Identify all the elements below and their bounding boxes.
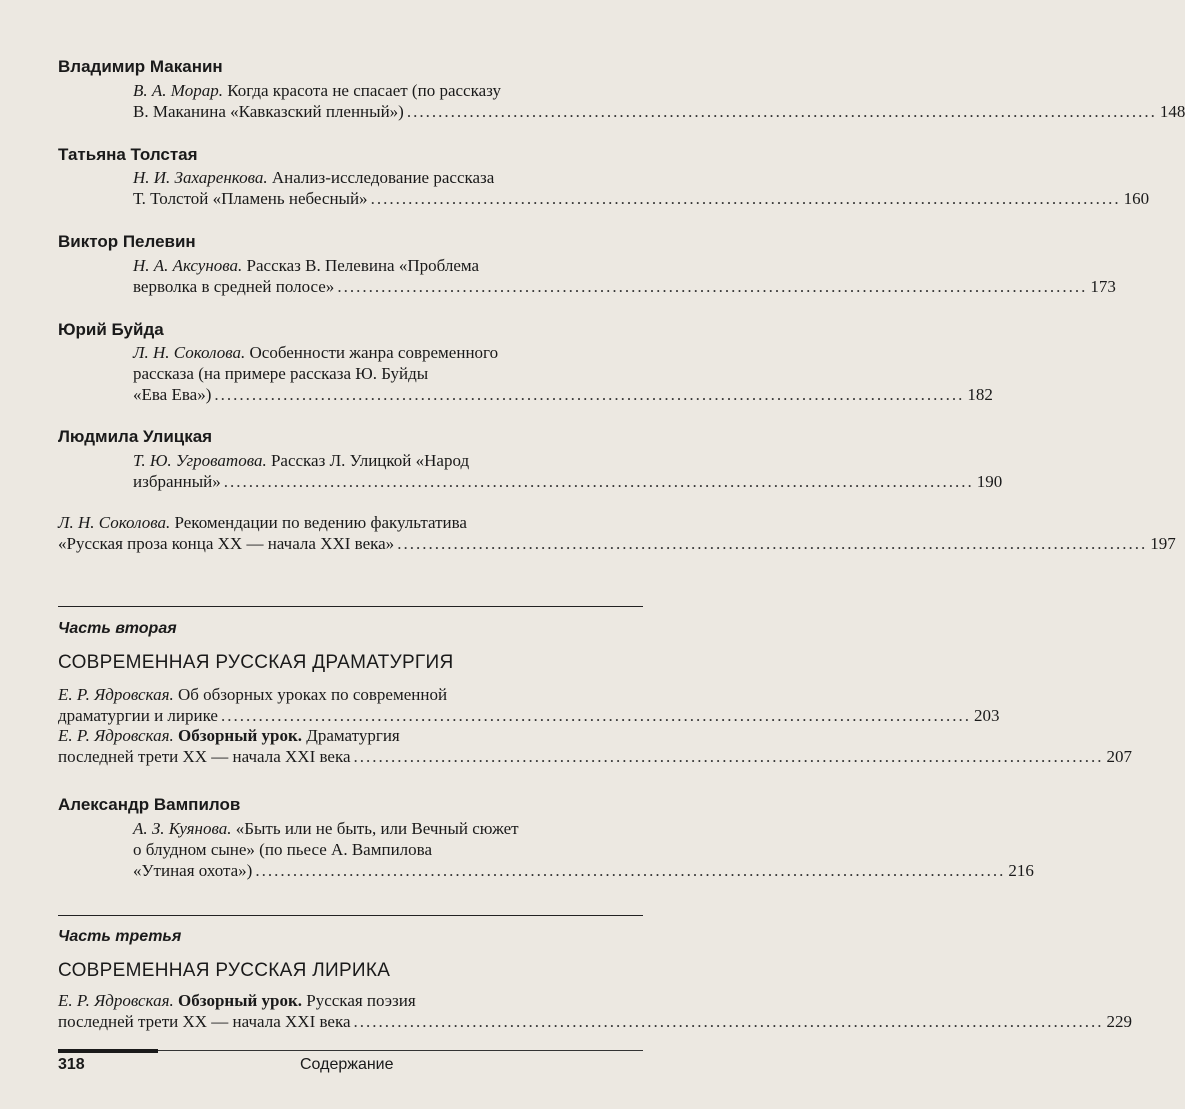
dot-leader: ........................................................................................................................ <box>337 277 1088 296</box>
toc-line-text <box>133 819 519 838</box>
toc-line <box>133 342 643 363</box>
toc-line-text <box>133 860 252 881</box>
toc-entry <box>58 725 1132 767</box>
entry-title-text: Об обзорных уроках по современной <box>173 685 448 704</box>
entry-title-text: о блудном сыне» (по пьесе А. Вампилова <box>133 840 433 859</box>
author-heading: Людмила Улицкая <box>58 427 213 446</box>
entry-title-text: верволка в средней полосе» <box>133 277 335 296</box>
toc-entry <box>133 818 1034 881</box>
entry-title-text: Рекомендации по ведению факультатива <box>170 513 467 532</box>
toc-entry <box>133 342 993 405</box>
entry-title-text: «Русская проза конца XX — начала XXI века» <box>58 534 395 553</box>
toc-line <box>133 188 1150 209</box>
entry-title-text: «Ева Ева») <box>133 385 212 404</box>
toc-page-number[interactable]: 182 <box>967 385 993 404</box>
toc-line-text <box>58 513 467 532</box>
dot-leader: ........................................................................................................................ <box>353 1012 1104 1031</box>
toc-line-text <box>133 168 494 187</box>
entry-title-text: «Быть или не быть, или Вечный сюжет <box>231 819 519 838</box>
entry-author-name: Н. И. Захаренкова. <box>133 168 268 187</box>
toc-line <box>58 533 1176 554</box>
author-heading: Владимир Маканин <box>58 57 223 76</box>
toc-line-text <box>58 1011 351 1032</box>
entry-title-text: избранный» <box>133 472 221 491</box>
dot-leader: ........................................................................................................................ <box>220 706 971 725</box>
author-heading: Татьяна Толстая <box>58 145 198 164</box>
entry-title-text: Русская поэзия <box>302 991 416 1010</box>
dot-leader: ........................................................................................................................ <box>370 189 1121 208</box>
entry-title-text: Рассказ В. Пелевина «Проблема <box>242 256 480 275</box>
entry-title-text: Анализ-исследование рассказа <box>267 168 495 187</box>
toc-entry <box>58 512 1176 554</box>
toc-line-text <box>58 705 218 726</box>
toc-page-number[interactable]: 229 <box>1106 1012 1132 1031</box>
toc-line <box>133 818 643 839</box>
toc-line-text <box>133 451 469 470</box>
toc-page-number[interactable]: 160 <box>1123 189 1150 208</box>
entry-title-text: Т. Толстой «Пламень небесный» <box>133 189 368 208</box>
entry-author-name: Е. Р. Ядровская. <box>58 685 174 704</box>
entry-title-text: Рассказ Л. Улицкой «Народ <box>266 451 470 470</box>
dot-leader: ........................................................................................................................ <box>397 534 1148 553</box>
author-heading: Александр Вампилов <box>58 795 241 814</box>
toc-line-text <box>58 533 394 554</box>
dot-leader: ........................................................................................................................ <box>223 472 974 491</box>
toc-entry <box>133 167 1150 209</box>
toc-entry <box>133 450 1003 492</box>
toc-line <box>58 684 643 705</box>
entry-author-name: Е. Р. Ядровская. <box>58 991 174 1010</box>
entry-title-text: последней трети XX — начала XXI века <box>58 747 351 766</box>
toc-line <box>133 167 643 188</box>
entry-author-name: Л. Н. Соколова. <box>133 343 246 362</box>
toc-line <box>133 450 643 471</box>
entry-title-text: Драматургия <box>302 726 400 745</box>
author-heading: Виктор Пелевин <box>58 232 196 251</box>
part-label: Часть третья <box>58 928 182 945</box>
footer-rule-accent <box>58 1049 158 1053</box>
toc-line <box>133 860 1034 881</box>
toc-page-number[interactable]: 148 <box>1159 102 1185 121</box>
entry-author-name: Л. Н. Соколова. <box>58 513 171 532</box>
toc-entry <box>58 684 1000 726</box>
toc-page-number[interactable]: 207 <box>1106 747 1132 766</box>
running-title: Содержание <box>300 1056 394 1073</box>
toc-line-text <box>133 384 211 405</box>
entry-title-text: рассказа (на примере рассказа Ю. Буйды <box>133 364 429 383</box>
toc-line <box>133 80 643 101</box>
toc-line <box>58 512 643 533</box>
toc-line-text <box>133 343 498 362</box>
toc-entry <box>133 80 1185 122</box>
toc-line-text <box>133 188 368 209</box>
section-divider <box>58 606 643 607</box>
entry-author-name: А. З. Куянова. <box>133 819 232 838</box>
toc-entry <box>58 990 1132 1032</box>
toc-page-number[interactable]: 203 <box>973 706 1000 725</box>
entry-title-text: Когда красота не спасает (по рассказу <box>222 81 501 100</box>
toc-line <box>58 725 643 746</box>
toc-line-text <box>133 840 432 859</box>
toc-line-text <box>58 726 400 745</box>
entry-author-name: В. А. Морар. <box>133 81 223 100</box>
dot-leader: ........................................................................................................................ <box>353 747 1104 766</box>
part-title: СОВРЕМЕННАЯ РУССКАЯ ЛИРИКА <box>58 960 391 981</box>
entry-emphasis: Обзорный урок. <box>177 991 303 1010</box>
toc-line <box>58 1011 1132 1032</box>
toc-line <box>133 276 1116 297</box>
page-number: 318 <box>58 1056 85 1073</box>
toc-line <box>133 471 1003 492</box>
entry-emphasis: Обзорный урок. <box>177 726 303 745</box>
toc-line <box>133 255 643 276</box>
entry-author-name: Т. Ю. Угроватова. <box>133 451 267 470</box>
toc-line <box>133 839 643 860</box>
toc-line <box>58 705 1000 726</box>
entry-title-text: последней трети XX — начала XXI века <box>58 1012 351 1031</box>
author-heading: Юрий Буйда <box>58 320 164 339</box>
dot-leader: ........................................................................................................................ <box>255 861 1006 880</box>
toc-line <box>58 746 1132 767</box>
entry-title-text: «Утиная охота») <box>133 861 253 880</box>
dot-leader: ........................................................................................................................ <box>214 385 965 404</box>
toc-line-text <box>58 685 447 704</box>
entry-author-name: Е. Р. Ядровская. <box>58 726 174 745</box>
toc-line <box>133 384 993 405</box>
toc-line <box>133 363 643 384</box>
part-label: Часть вторая <box>58 620 177 637</box>
toc-line-text <box>58 991 416 1010</box>
toc-page-number[interactable]: 190 <box>976 472 1003 491</box>
entry-title-text: драматургии и лирике <box>58 706 218 725</box>
part-title: СОВРЕМЕННАЯ РУССКАЯ ДРАМАТУРГИЯ <box>58 652 454 673</box>
toc-page-number[interactable]: 216 <box>1008 861 1034 880</box>
toc-page-number[interactable]: 197 <box>1150 534 1176 553</box>
toc-line <box>58 990 643 1011</box>
dot-leader: ........................................................................................................................ <box>406 102 1157 121</box>
entry-author-name: Н. А. Аксунова. <box>133 256 243 275</box>
toc-line-text <box>133 364 428 383</box>
toc-line-text <box>58 746 351 767</box>
toc-entry <box>133 255 1116 297</box>
entry-title-text: В. Маканина «Кавказский пленный») <box>133 102 404 121</box>
toc-line-text <box>133 276 334 297</box>
toc-page-number[interactable]: 173 <box>1090 277 1116 296</box>
toc-line-text <box>133 471 221 492</box>
toc-line <box>133 101 1185 122</box>
section-divider <box>58 915 643 916</box>
toc-line-text <box>133 101 404 122</box>
entry-title-text: Особенности жанра современного <box>245 343 499 362</box>
toc-line-text <box>133 81 501 100</box>
toc-line-text <box>133 256 479 275</box>
